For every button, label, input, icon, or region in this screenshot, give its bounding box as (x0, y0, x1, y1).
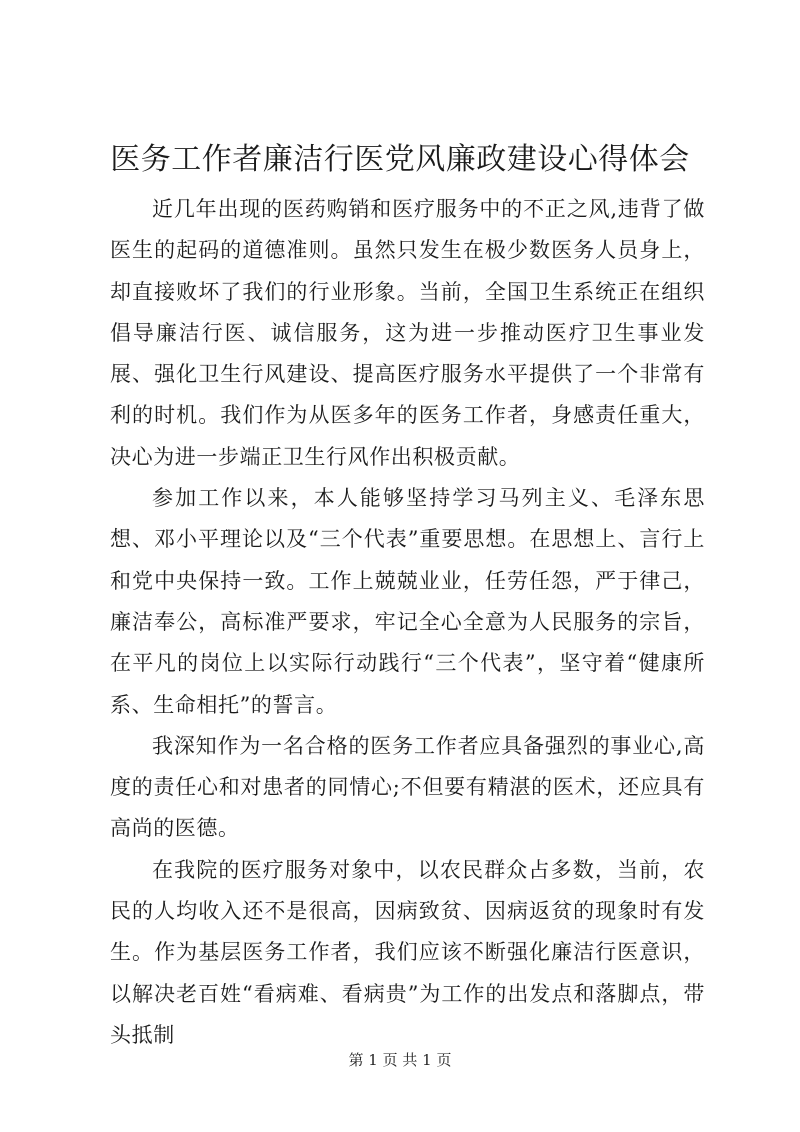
paragraph: 我深知作为一名合格的医务工作者应具备强烈的事业心,高度的责任心和对患者的同情心;不但要有精湛的医术，还应具有高尚的医德。 (110, 733, 705, 841)
document-body (110, 189, 705, 1056)
paragraph: 参加工作以来，本人能够坚持学习马列主义、毛泽东思想、邓小平理论以及“三个代表”重要思想。在思想上、言行上和党中央保持一致。工作上兢兢业业，任劳任怨，严于律己，廉洁奉公，高标准严要求，牢记全心全意为人民服务的宗旨，在平凡的岗位上以实际行动践行“三个代表”，坚守着“健康所系、生命相托”的誓言。 (110, 486, 705, 717)
paragraph: 在我院的医疗服务对象中，以农民群众占多数，当前，农民的人均收入还不是很高，因病致贫、因病返贫的现象时有发生。作为基层医务工作者，我们应该不断强化廉洁行医意识，以解决老百姓“看病难、看病贵”为工作的出发点和落脚点，带头抵制 (110, 857, 705, 1047)
page-number-footer: 第 1 页 共 1 页 (348, 1051, 452, 1069)
document-title: 医务工作者廉洁行医党风廉政建设心得体会 (110, 142, 690, 177)
paragraph: 近几年出现的医药购销和医疗服务中的不正之风,违背了做医生的起码的道德准则。虽然只发生在极少数医务人员身上，却直接败坏了我们的行业形象。当前，全国卫生系统正在组织倡导廉洁行医、诚信服务，这为进一步推动医疗卫生事业发展、强化卫生行风建设、提高医疗服务水平提供了一个非常有利的时机。我们作为从医多年的医务工作者，身感责任重大，决心为进一步端正卫生行风作出积极贡献。 (110, 197, 705, 469)
